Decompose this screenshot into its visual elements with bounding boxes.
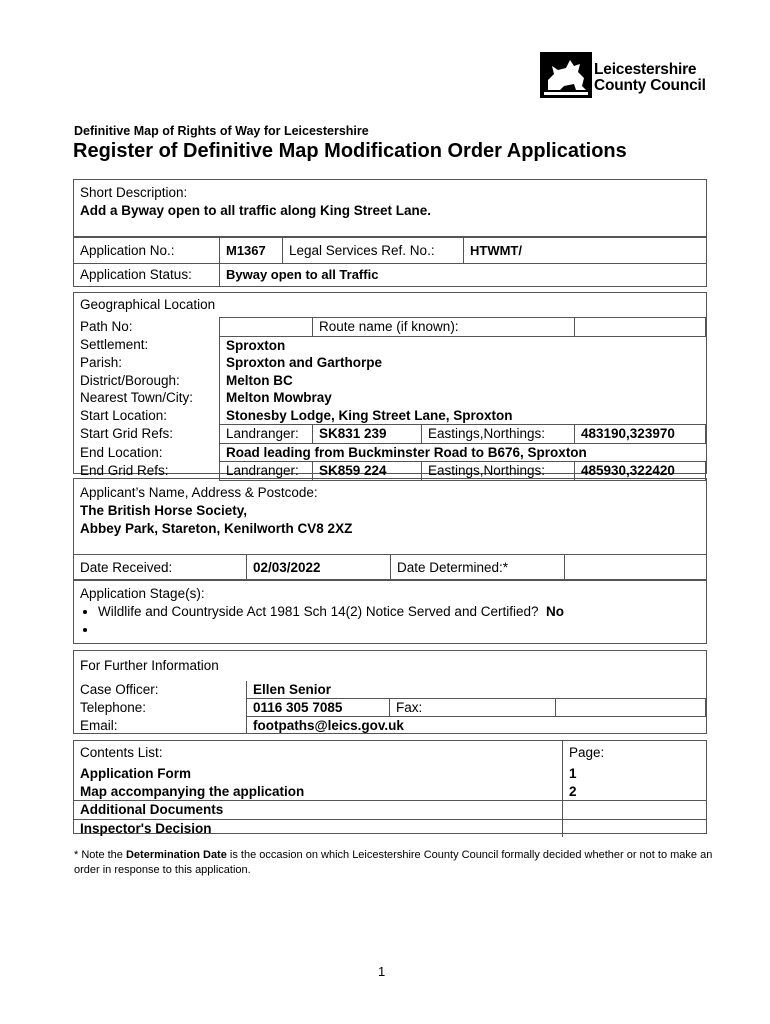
fax-value xyxy=(556,699,706,717)
applicant-address: Abbey Park, Stareton, Kenilworth CV8 2XZ xyxy=(80,521,353,536)
application-no-label: Application No.: xyxy=(80,242,175,258)
date-determined-value xyxy=(565,555,707,580)
stage-item xyxy=(98,603,706,621)
stage-item xyxy=(98,621,706,639)
start-location-label: Start Location: xyxy=(80,407,168,423)
date-received-label: Date Received: xyxy=(80,559,173,575)
legal-ref-value: HTWMT/ xyxy=(464,238,707,263)
end-eastnorth-value: 485930,322420 xyxy=(575,462,706,481)
footnote-prefix: * Note the xyxy=(74,849,126,861)
contents-row-name: Map accompanying the application xyxy=(80,783,305,799)
stages-list xyxy=(74,603,706,639)
stages-box xyxy=(73,580,707,644)
logo-text xyxy=(594,62,706,94)
logo-line2: County Council xyxy=(594,77,706,94)
start-grid-label: Start Grid Refs: xyxy=(80,426,174,441)
footnote-suffix: is the occasion on which Leicestershire County Council formally decided whether or not to make an order in response to this application. xyxy=(74,849,713,876)
document-subtitle: Definitive Map of Rights of Way for Leicestershire xyxy=(74,124,369,138)
parish-label: Parish: xyxy=(80,355,123,370)
stages-label: Application Stage(s): xyxy=(80,586,205,601)
route-name-label: Route name (if known): xyxy=(313,318,575,337)
application-status-label: Application Status: xyxy=(80,267,192,283)
path-no-value xyxy=(220,318,313,337)
contents-row-name: Inspector's Decision xyxy=(80,820,212,836)
application-no-value: M1367 xyxy=(220,238,283,263)
email-label: Email: xyxy=(80,717,118,733)
location-heading: Geographical Location xyxy=(80,297,216,312)
legal-ref-label: Legal Services Ref. No.: xyxy=(283,238,464,263)
parish-value: Sproxton and Garthorpe xyxy=(220,354,706,372)
fax-label: Fax: xyxy=(390,699,556,717)
telephone-value: 0116 305 7085 xyxy=(247,699,390,717)
contents-row-page xyxy=(563,819,707,837)
applicant-label: Applicant’s Name, Address & Postcode: xyxy=(80,485,318,500)
email-value: footpaths@leics.gov.uk xyxy=(247,717,706,735)
end-eastnorth-label: Eastings,Northings: xyxy=(422,462,575,481)
path-no-label: Path No: xyxy=(80,319,133,334)
contents-row-page xyxy=(563,801,707,820)
end-landranger-value: SK859 224 xyxy=(313,462,422,481)
end-grid-label: End Grid Refs: xyxy=(80,463,169,478)
page-number: 1 xyxy=(378,964,386,979)
contents-row-page: 2 xyxy=(563,783,707,801)
applicant-name: The British Horse Society, xyxy=(80,503,248,518)
start-eastnorth-label: Eastings,Northings: xyxy=(422,425,575,444)
town-value: Melton Mowbray xyxy=(220,389,706,407)
contents-box xyxy=(73,740,707,834)
further-info-heading: For Further Information xyxy=(80,658,219,673)
start-landranger-label: Landranger: xyxy=(220,425,313,444)
stage-item-text: Wildlife and Countryside Act 1981 Sch 14(2) Notice Served and Certified? xyxy=(98,604,539,619)
end-location-label: End Location: xyxy=(80,444,163,460)
logo-line1: Leicestershire xyxy=(594,61,697,78)
document-title: Register of Definitive Map Modification Order Applications xyxy=(73,140,627,162)
footnote-bold: Determination Date xyxy=(125,849,227,861)
route-name-value xyxy=(575,318,706,337)
start-eastnorth-value: 483190,323970 xyxy=(575,425,706,444)
contents-page-label: Page: xyxy=(563,741,707,765)
location-box xyxy=(73,292,707,478)
further-info-box xyxy=(73,650,707,734)
short-description-label: Short Description: xyxy=(80,185,188,200)
end-landranger-label: Landranger: xyxy=(220,462,313,481)
applicant-box xyxy=(73,478,707,580)
start-location-value: Stonesby Lodge, King Street Lane, Sproxton xyxy=(220,407,706,425)
end-location-value: Road leading from Buckminster Road to B676, Sproxton xyxy=(220,443,706,462)
application-status-value: Byway open to all Traffic xyxy=(220,263,707,286)
footnote xyxy=(74,848,714,878)
stage-item-answer: No xyxy=(546,604,564,619)
contents-row-name: Additional Documents xyxy=(80,802,224,817)
settlement-label: Settlement: xyxy=(80,337,149,353)
case-officer-value: Ellen Senior xyxy=(247,681,706,699)
district-value: Melton BC xyxy=(220,372,706,390)
contents-label: Contents List: xyxy=(80,745,163,761)
date-received-value: 02/03/2022 xyxy=(247,555,391,580)
contents-row-name: Application Form xyxy=(80,766,191,781)
date-determined-label: Date Determined:* xyxy=(391,555,565,580)
start-landranger-value: SK831 239 xyxy=(313,425,422,444)
application-box xyxy=(73,237,707,287)
fox-crest-icon xyxy=(540,52,592,98)
contents-row-page: 1 xyxy=(563,765,707,783)
case-officer-label: Case Officer: xyxy=(80,682,159,698)
telephone-label: Telephone: xyxy=(80,700,147,715)
short-description-value: Add a Byway open to all traffic along King Street Lane. xyxy=(80,203,432,218)
short-description-box xyxy=(73,179,707,237)
town-label: Nearest Town/City: xyxy=(80,390,194,405)
settlement-value: Sproxton xyxy=(220,336,706,354)
district-label: District/Borough: xyxy=(80,372,180,388)
